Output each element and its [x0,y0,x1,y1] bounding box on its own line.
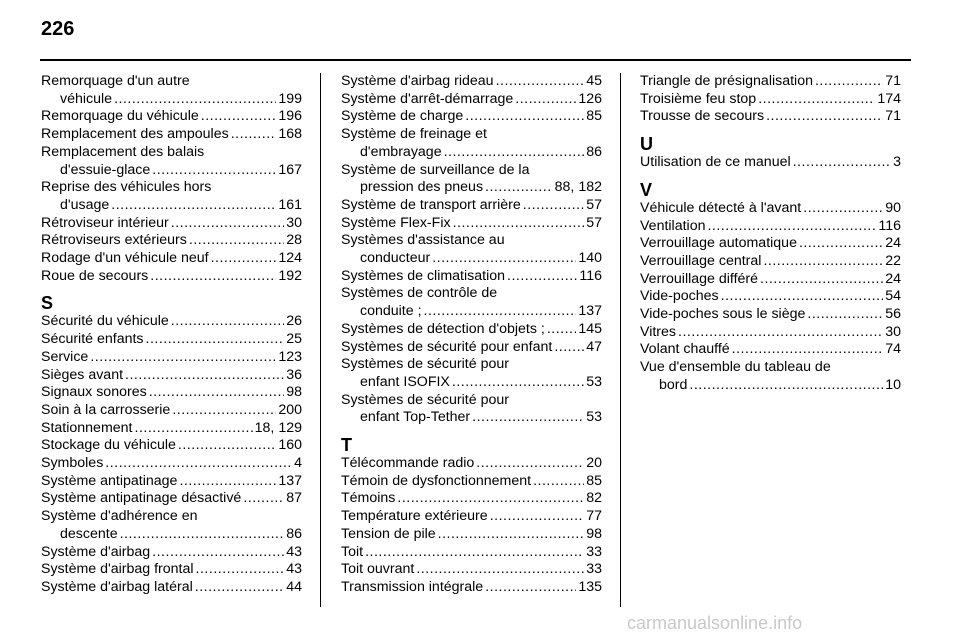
index-entry [41,215,302,233]
dot-leader [416,561,584,579]
index-entry [41,508,302,543]
index-entry [341,321,602,339]
index-entry-text: Remplacement des balais [41,143,205,160]
index-entry-text: Système antipatinage désactivé [41,490,242,507]
dot-leader [231,126,277,144]
dot-leader [178,437,276,455]
index-entry-text: Systèmes de sécurité pour [341,356,509,373]
dot-leader [803,200,883,218]
index-entry [41,268,302,286]
index-letter-heading: U [640,134,653,155]
index-entry [341,473,602,491]
index-entry-page: 24 [885,270,901,287]
index-entry [41,437,302,455]
index-entry-page: 90 [885,199,901,216]
index-entry [341,490,602,508]
dot-leader [523,197,584,215]
dot-leader [90,349,276,367]
index-entry [341,561,602,579]
index-entry-text: Sécurité enfants [41,331,144,348]
index-entry [341,108,602,126]
index-entry-text: bord [659,376,688,393]
index-entry [341,356,602,391]
index-entry-page: 199 [278,90,302,107]
index-entry-page: 54 [885,288,901,305]
dot-leader [150,268,276,286]
index-entry-text: Systèmes d'assistance au [341,232,505,249]
index-entry-text: Sécurité du véhicule [41,313,169,330]
index-entry-text: Systèmes de détection d'objets ; [341,320,545,337]
index-entry-page: 22 [885,252,901,269]
index-entry [640,341,901,359]
index-entry [341,126,602,161]
dot-leader [554,339,584,357]
dot-leader [758,91,875,109]
index-entry-page: 53 [586,409,602,426]
dot-leader [172,402,276,420]
dot-leader [211,250,277,268]
index-entry-page: 168 [278,126,302,143]
index-entry-page: 87 [286,490,302,507]
index-entry-text: Système Flex-Fix [341,214,451,231]
dot-leader [766,108,883,126]
index-entry-text: Verrouillage différé [640,270,759,287]
index-entry [41,579,302,597]
dot-leader [179,473,276,491]
index-entry-text: Télécommande radio [341,455,475,472]
index-entry-text: Toit ouvrant [341,561,415,578]
index-entry-text: Utilisation de ce manuel [640,154,791,171]
index-entry [341,544,602,562]
index-entry [640,253,901,271]
index-entry-page: 124 [278,250,302,267]
dot-leader [171,215,284,233]
index-entry-page: 85 [586,108,602,125]
index-entry-page: 28 [286,232,302,249]
dot-leader [152,162,276,180]
index-entry-text: Trousse de secours [640,108,765,125]
dot-leader [438,526,585,544]
dot-leader [432,250,576,268]
index-entry [341,162,602,197]
index-entry-text: Systèmes de sécurité pour enfant [341,338,553,355]
index-entry [341,73,602,91]
index-entry [640,200,901,218]
index-entry [341,232,602,267]
dot-leader [760,271,883,289]
index-entry [341,215,602,233]
dot-leader [243,490,284,508]
index-entry-text: conducteur [360,250,431,267]
dot-leader [125,367,284,385]
index-entry-page: 167 [278,161,302,178]
index-entry [640,306,901,324]
index-entry-text: Témoins [341,490,396,507]
index-entry [341,339,602,357]
index-column-1 [41,73,302,597]
dot-leader [807,306,883,324]
dot-leader [424,303,577,321]
index-column-2 [341,73,602,597]
dot-leader [452,374,584,392]
index-letter-heading: V [640,179,653,200]
dot-leader [507,268,577,286]
dot-leader [149,384,285,402]
index-letter-heading: S [41,293,54,314]
index-entry-text: Systèmes de climatisation [341,267,506,284]
index-entry-text: d'embrayage [360,143,442,160]
index-entry-page: 82 [586,490,602,507]
index-entry [640,324,901,342]
index-entry-text: Toit [341,543,364,560]
dot-leader [485,579,576,597]
dot-leader [732,341,884,359]
index-entry-page: 74 [885,341,901,358]
index-entry-text: Système d'airbag latéral [41,578,193,595]
index-entry [41,179,302,214]
dot-leader [120,526,285,544]
index-entry-page: 192 [278,267,302,284]
index-entry-text: Systèmes de sécurité pour [341,391,509,408]
index-entry-page: 30 [885,323,901,340]
index-entry-page: 18, 129 [254,419,302,436]
dot-leader [189,232,284,250]
index-entry-page: 123 [278,348,302,365]
index-entry-page: 161 [278,196,302,213]
index-entry-text: Rodage d'un véhicule neuf [41,250,209,267]
index-entry [41,420,302,438]
index-entry-page: 98 [586,525,602,542]
index-entry-text: Vide-poches sous le siège [640,306,806,323]
index-entry-page: 43 [286,543,302,560]
dot-leader [146,331,285,349]
index-entry-text: enfant Top-Tether [360,409,471,426]
index-entry [41,490,302,508]
index-entry [640,288,901,306]
dot-leader [678,324,883,342]
index-entry-page: 53 [586,373,602,390]
index-entry-text: Système d'airbag frontal [41,561,194,578]
index-entry-text: conduite ; [360,303,422,320]
index-entry-text: Vue d'ensemble du tableau de [640,359,831,376]
index-entry-page: 20 [586,455,602,472]
index-entry-page: 145 [578,320,602,337]
index-entry-page: 135 [578,578,602,595]
column-divider [620,73,621,607]
index-entry-page: 33 [586,543,602,560]
index-entry-text: enfant ISOFIX [360,373,450,390]
index-entry-text: Troisième feu stop [640,90,757,107]
index-entry [341,91,602,109]
dot-leader [707,218,876,236]
dot-leader [533,473,584,491]
index-entry [41,349,302,367]
dot-leader [201,108,277,126]
index-entry [640,108,901,126]
index-entry-text: Verrouillage central [640,252,762,269]
header-rule [40,59,911,61]
index-entry-text: Ventilation [640,217,706,234]
index-entry-text: Symboles [41,455,104,472]
index-entry-page: 4 [294,455,302,472]
index-entry-page: 88, 182 [554,179,602,196]
dot-leader [397,490,584,508]
index-entry-text: d'usage [60,196,110,213]
index-entry-page: 71 [885,108,901,125]
index-entry-page: 26 [286,313,302,330]
index-entry [41,108,302,126]
index-entry [41,126,302,144]
dot-leader [515,91,576,109]
index-entry-text: Sièges avant [41,366,124,383]
index-entry-page: 98 [286,384,302,401]
dot-leader [114,91,276,109]
index-entry-page: 44 [286,578,302,595]
dot-leader [171,313,284,331]
index-entry-text: Système de surveillance de la [341,161,530,178]
index-entry-text: Système d'arrêt-démarrage [341,90,514,107]
index-entry-page: 24 [885,235,901,252]
index-entry [640,359,901,394]
index-entry-text: Volant chauffé [640,341,730,358]
index-entry-page: 137 [278,472,302,489]
index-entry-page: 116 [579,267,602,284]
index-entry [341,197,602,215]
column-divider [320,73,321,607]
index-entry-text: véhicule [60,90,113,107]
index-entry [41,250,302,268]
dot-leader [496,73,585,91]
index-entry-page: 86 [586,143,602,160]
index-entry-page: 85 [586,472,602,489]
index-entry [341,455,602,473]
index-entry-page: 200 [278,401,302,418]
index-entry [41,473,302,491]
index-entry-page: 57 [586,214,602,231]
watermark: carmanualsonline.info [627,613,803,633]
index-entry [41,232,302,250]
index-column-3 [640,73,901,395]
index-entry [640,271,901,289]
index-entry-page: 33 [586,561,602,578]
index-entry-text: Triangle de présignalisation [640,73,813,89]
dot-leader [490,508,585,526]
index-entry-page: 77 [586,508,602,525]
index-entry [341,579,602,597]
index-entry-text: Système d'airbag rideau [341,73,494,89]
index-entry-text: Transmission intégrale [341,578,484,595]
index-entry [41,313,302,331]
index-entry [341,285,602,320]
index-entry-text: Verrouillage automatique [640,235,797,252]
index-entry-page: 126 [578,90,602,107]
index-entry [41,384,302,402]
index-entry [41,402,302,420]
index-entry-text: Systèmes de contrôle de [341,285,498,302]
index-entry [341,526,602,544]
index-entry-page: 116 [878,217,901,234]
index-entry-text: Remorquage du véhicule [41,108,199,125]
dot-leader [105,455,292,473]
index-entry-page: 174 [877,90,901,107]
dot-leader [485,179,553,197]
index-entry-text: Vitres [640,323,677,340]
index-entry-text: Système antipatinage [41,472,178,489]
index-entry-page: 196 [278,108,302,125]
dot-leader [152,544,284,562]
index-entry [41,455,302,473]
index-entry-page: 160 [278,437,302,454]
index-entry-text: Service [41,348,89,365]
index-entry-text: Soin à la carrosserie [41,401,171,418]
index-entry-page: 140 [578,250,602,267]
index-entry-page: 10 [885,376,901,393]
index-entry-text: descente [60,525,118,542]
index-entry [341,508,602,526]
dot-leader [689,377,883,395]
index-entry-text: Température extérieure [341,508,488,525]
index-entry-text: Roue de secours [41,267,149,284]
dot-leader [111,197,276,215]
index-entry [41,561,302,579]
dot-leader [195,579,284,597]
index-entry-text: Tension de pile [341,525,436,542]
index-entry [640,91,901,109]
index-entry [41,544,302,562]
index-entry-text: Reprise des véhicules hors [41,179,212,196]
index-entry-page: 25 [286,331,302,348]
index-entry-text: Système d'adhérence en [41,508,198,525]
index-entry-text: Signaux sonores [41,384,147,401]
index-entry [41,367,302,385]
dot-leader [721,288,884,306]
index-entry-page: 45 [586,73,602,89]
index-entry-page: 36 [286,366,302,383]
index-entry-text: Système de freinage et [341,126,487,143]
index-entry-text: Rétroviseur intérieur [41,214,169,231]
index-entry-page: 137 [578,303,602,320]
index-entry-page: 56 [885,306,901,323]
dot-leader [365,544,584,562]
index-entry-page: 86 [286,525,302,542]
index-entry-page: 71 [885,73,901,89]
index-entry-text: Vide-poches [640,288,719,305]
index-entry-text: d'essuie-glace [60,161,151,178]
index-entry-text: Système d'airbag [41,543,151,560]
dot-leader [196,561,285,579]
dot-leader [815,73,883,91]
index-entry [41,331,302,349]
index-entry-page: 3 [893,154,901,171]
page-number: 226 [41,18,75,40]
index-entry-text: Stationnement [41,419,133,436]
index-entry-text: Remplacement des ampoules [41,126,229,143]
index-entry-page: 47 [586,338,602,355]
dot-leader [476,455,584,473]
index-entry-text: Système de transport arrière [341,196,521,213]
index-entry-text: Véhicule détecté à l'avant [640,199,802,216]
dot-leader [793,154,891,172]
index-entry-page: 57 [586,196,602,213]
dot-leader [465,108,584,126]
dot-leader [135,420,253,438]
index-entry-text: pression des pneus [360,179,484,196]
index-entry [41,73,302,108]
index-letter-heading: T [341,435,352,456]
dot-leader [547,321,577,339]
index-entry-text: Stockage du véhicule [41,437,176,454]
index-entry-text: Remorquage d'un autre [41,73,190,89]
index-entry [341,392,602,427]
index-entry [640,154,901,172]
index-entry [341,268,602,286]
index-entry-text: Témoin de dysfonctionnement [341,472,532,489]
index-entry [640,235,901,253]
index-entry-text: Système de charge [341,108,464,125]
index-entry [41,144,302,179]
dot-leader [472,409,584,427]
index-entry-page: 30 [286,214,302,231]
index-entry-text: Rétroviseurs extérieurs [41,232,187,249]
dot-leader [763,253,883,271]
dot-leader [799,235,883,253]
index-entry [640,218,901,236]
index-entry-page: 43 [286,561,302,578]
dot-leader [453,215,585,233]
dot-leader [444,144,585,162]
index-entry [640,73,901,91]
